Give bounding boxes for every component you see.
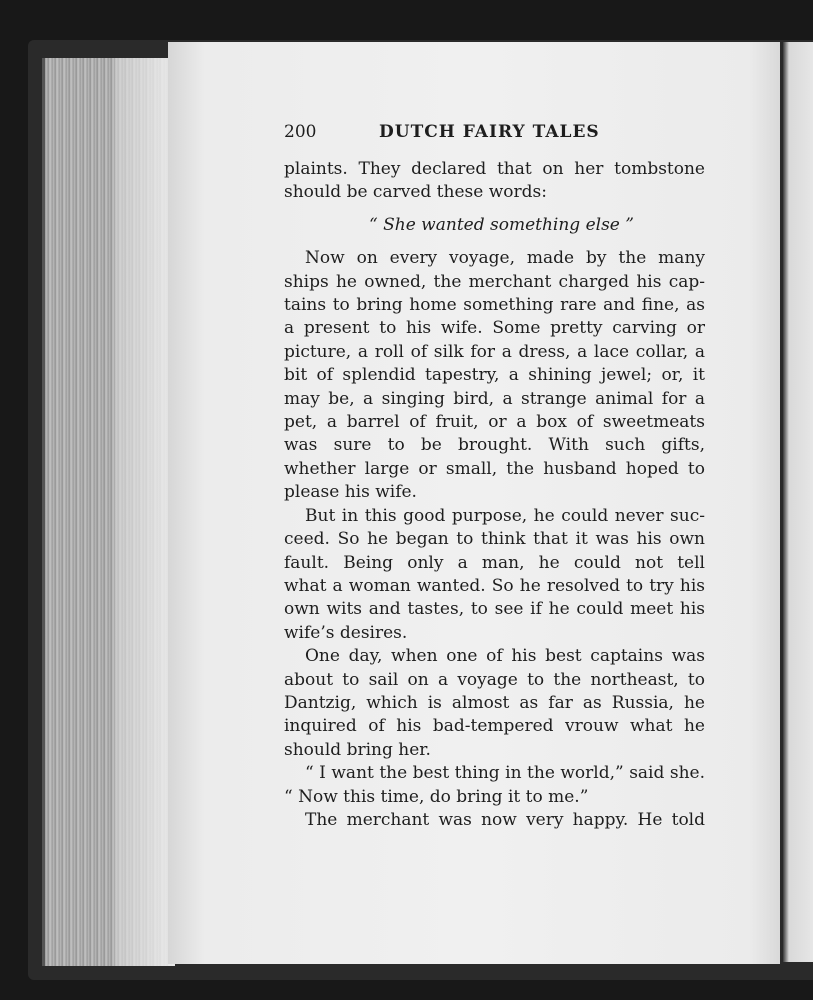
text-line: a present to his wife. Some pretty carving or bbox=[284, 318, 705, 339]
text-line: inquired of his bad-tempered vrouw what he bbox=[284, 716, 705, 737]
text-line: pet, a barrel of fruit, or a box of sweetmeats bbox=[284, 412, 705, 433]
text-line: whether large or small, the husband hoped to bbox=[284, 458, 705, 479]
text-line: The merchant was now very happy. He told bbox=[305, 809, 705, 830]
text-line: “ I want the best thing in the world,” said she. bbox=[305, 763, 705, 784]
text-line: what a woman wanted. So he resolved to try his bbox=[284, 575, 705, 596]
text-line: fault. Being only a man, he could not tell bbox=[284, 552, 705, 573]
text-line: tains to bring home something rare and fine, as bbox=[284, 295, 705, 316]
paragraph-3 bbox=[284, 645, 705, 762]
facing-page-edge bbox=[783, 42, 813, 962]
text-line: “ Now this time, do bring it to me.” bbox=[284, 786, 589, 807]
page-edges bbox=[42, 58, 175, 966]
paragraph-5 bbox=[284, 809, 705, 832]
page-number: 200 bbox=[284, 122, 317, 142]
text-line: But in this good purpose, he could never suc- bbox=[305, 505, 705, 526]
text-line: ceed. So he began to think that it was his own bbox=[284, 529, 705, 550]
text-line: picture, a roll of silk for a dress, a lace collar, a bbox=[284, 341, 705, 362]
epitaph: “ She wanted something else ” bbox=[369, 214, 634, 235]
text-line: was sure to be brought. With such gifts, bbox=[284, 435, 705, 456]
page-text bbox=[284, 121, 705, 832]
text-line: One day, when one of his best captains was bbox=[305, 646, 705, 667]
paragraph-1 bbox=[284, 247, 705, 504]
text-line: please his wife. bbox=[284, 482, 417, 503]
paragraph-4 bbox=[284, 762, 705, 809]
text-line: about to sail on a voyage to the northeast, to bbox=[284, 669, 705, 690]
text-line: may be, a singing bird, a strange animal for a bbox=[284, 388, 705, 409]
text-line: plaints. They declared that on her tombstone bbox=[284, 159, 705, 179]
text-line: Dantzig, which is almost as far as Russia, he bbox=[284, 692, 705, 713]
text-line: wife’s desires. bbox=[284, 622, 408, 643]
text-line: should be carved these words: bbox=[284, 182, 547, 203]
page-header bbox=[284, 121, 705, 153]
running-title: DUTCH FAIRY TALES bbox=[379, 122, 600, 142]
text-line: should bring her. bbox=[284, 739, 431, 760]
text-line: own wits and tastes, to see if he could meet his bbox=[284, 599, 705, 620]
text-line: ships he owned, the merchant charged his cap- bbox=[284, 271, 705, 292]
text-line: bit of splendid tapestry, a shining jewel; or, it bbox=[284, 365, 705, 386]
paragraph-2 bbox=[284, 505, 705, 645]
text-line: Now on every voyage, made by the many bbox=[305, 248, 705, 269]
